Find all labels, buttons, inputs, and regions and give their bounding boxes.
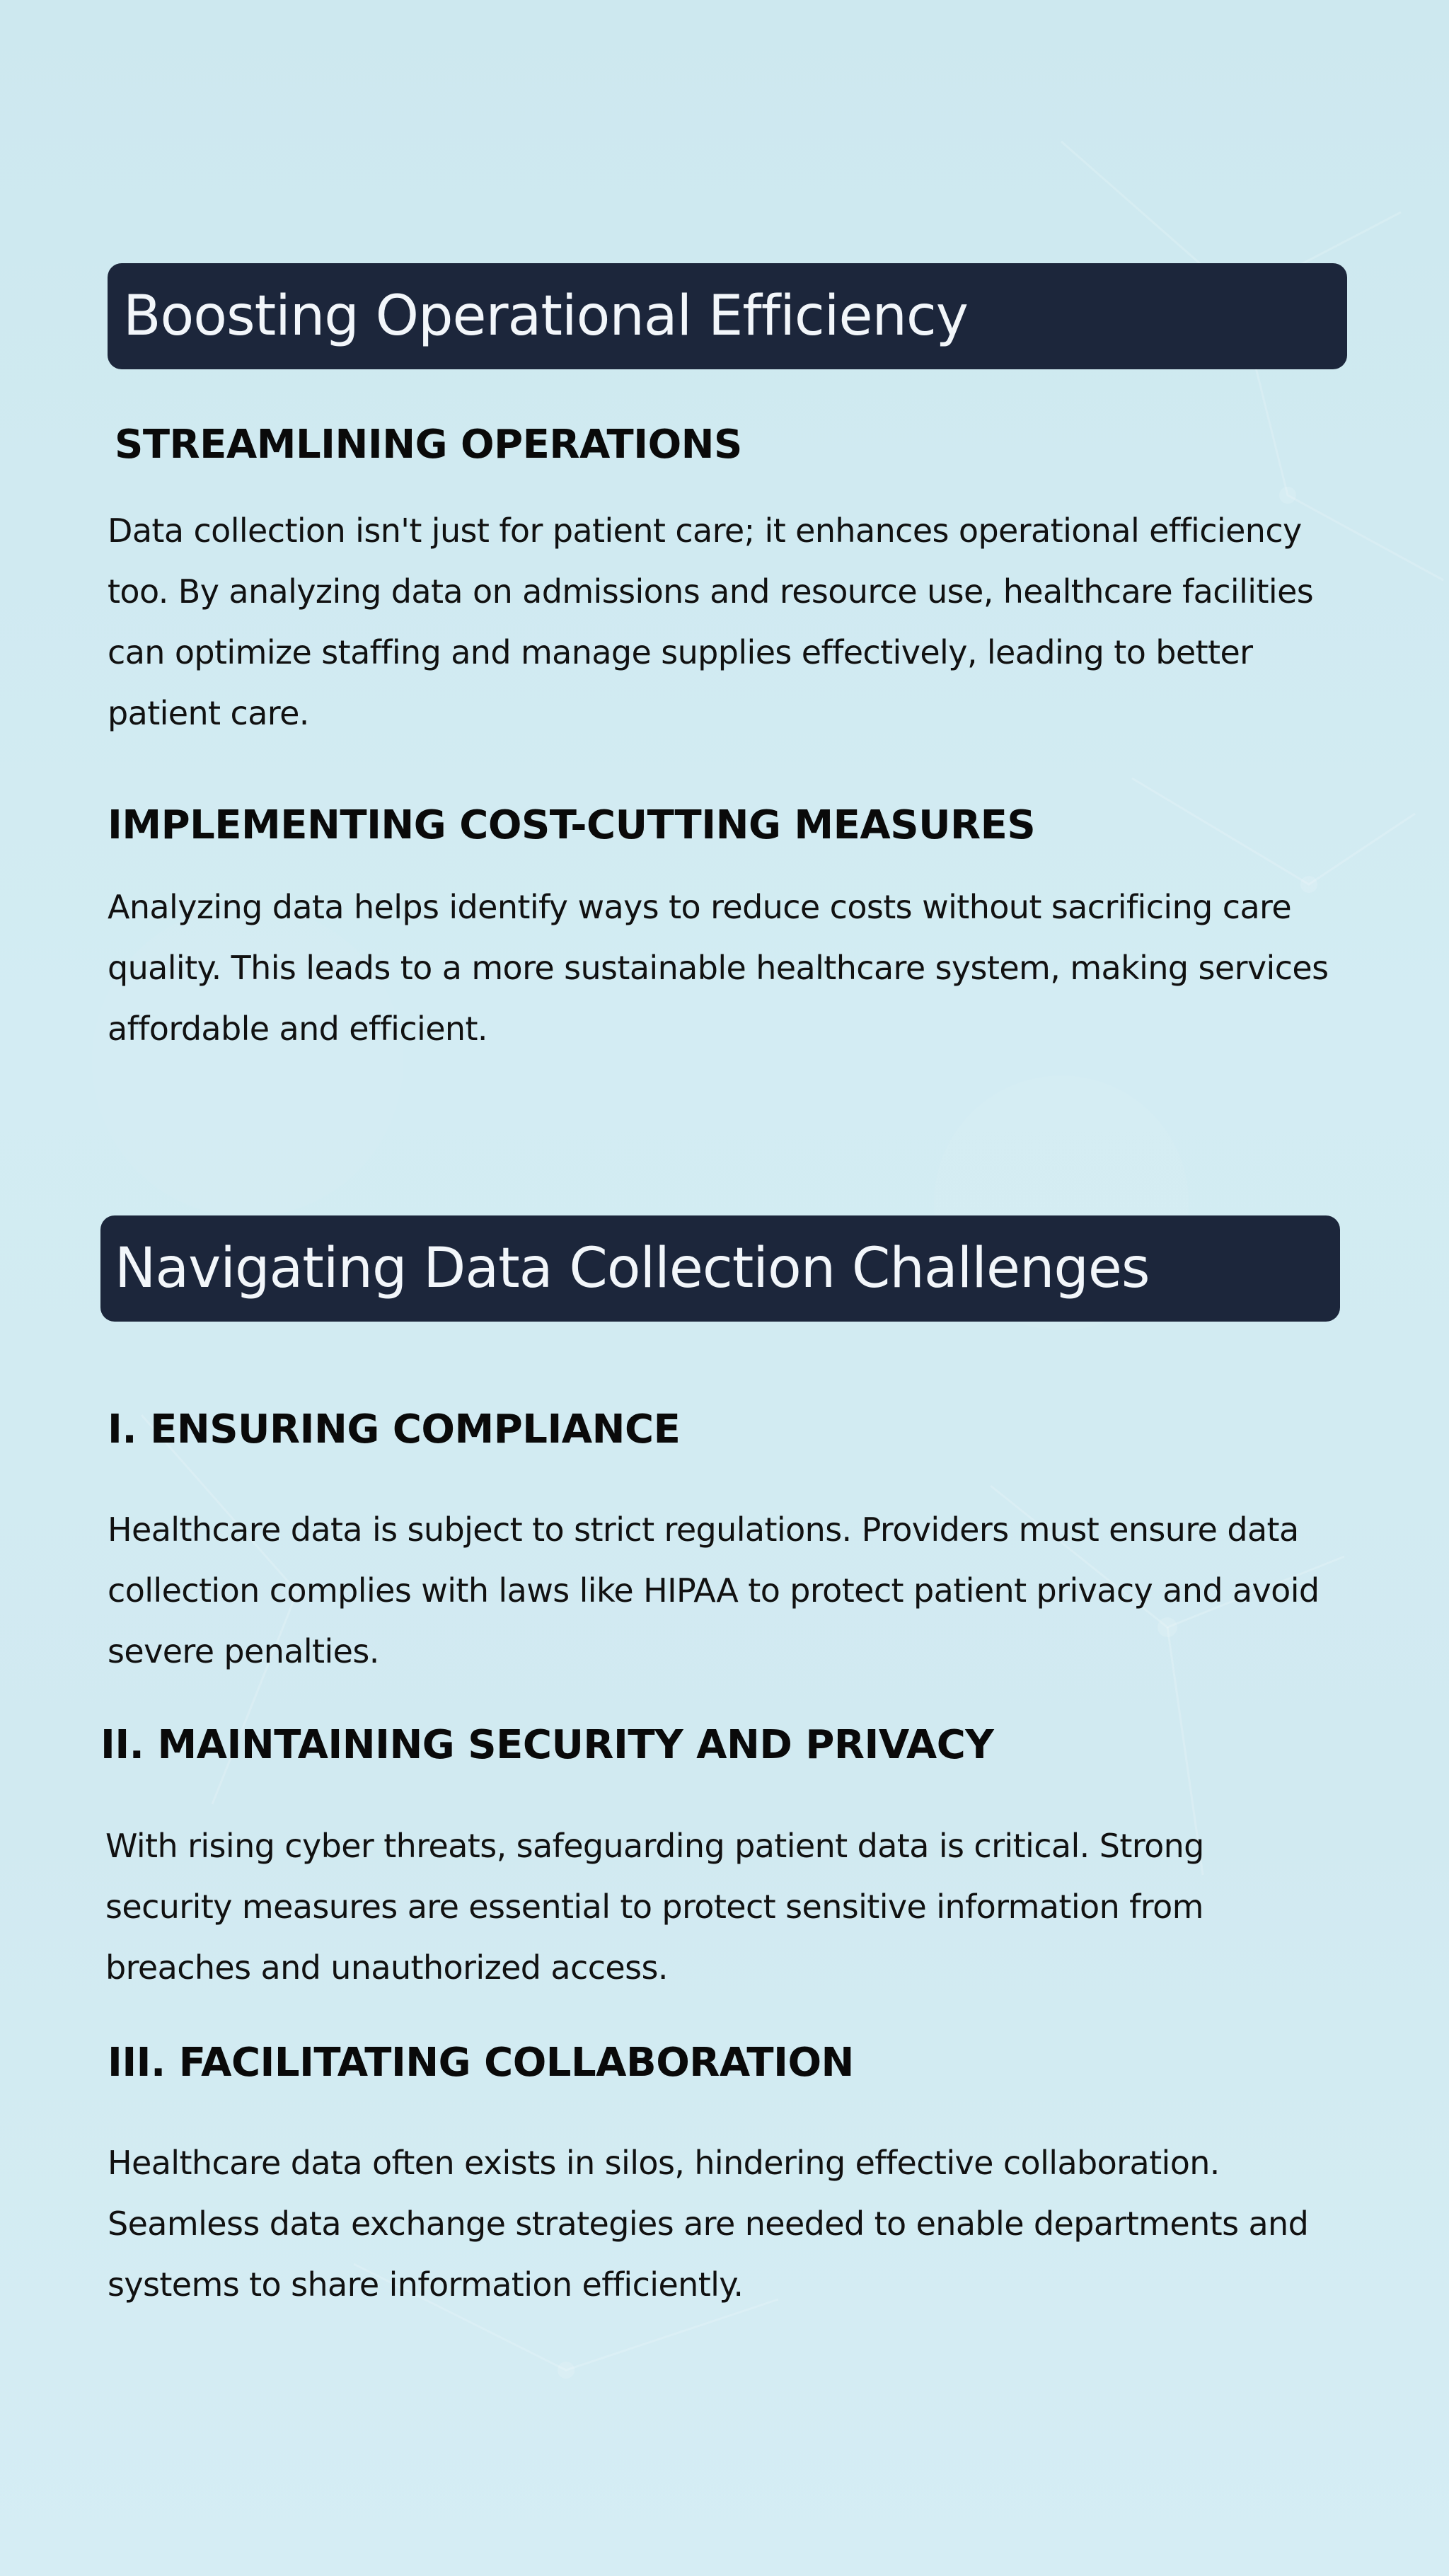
paragraph-ensuring-compliance: Healthcare data is subject to strict regulations. Providers must ensure data collection complies with laws like HIPAA to protect patient privacy and avoid severe penalties. (108, 1511, 1320, 1670)
heading-streamlining-operations: STREAMLINING OPERATIONS (115, 422, 742, 468)
section-title: Boosting Operational Efficiency (123, 284, 968, 348)
paragraph-facilitating-collaboration: Healthcare data often exists in silos, hindering effective collaboration. Seamless data exchange strategies are needed to enable departments and systems to share information efficiently. (108, 2144, 1309, 2304)
paragraph-security-privacy: With rising cyber threats, safeguarding patient data is critical. Strong security measures are essential to protect sensitive information from breaches and unauthorized access. (105, 1827, 1204, 1987)
section-title: Navigating Data Collection Challenges (115, 1237, 1150, 1300)
section-banner-operational-efficiency (108, 263, 1347, 369)
heading-security-privacy: II. MAINTAINING SECURITY AND PRIVACY (100, 1722, 994, 1768)
paragraph-streamlining-operations: Data collection isn't just for patient care; it enhances operational efficiency too. By analyzing data on admissions and resource use, healthcare facilities can optimize staffing and manage supplies effectively, leading to better patient care. (108, 512, 1314, 732)
section-banner-data-collection-challenges (100, 1215, 1340, 1322)
heading-cost-cutting-measures: IMPLEMENTING COST-CUTTING MEASURES (108, 802, 1036, 848)
heading-ensuring-compliance: I. ENSURING COMPLIANCE (108, 1407, 681, 1452)
paragraph-cost-cutting-measures: Analyzing data helps identify ways to reduce costs without sacrificing care quality. This leads to a more sustainable healthcare system, making services affordable and efficient. (108, 888, 1329, 1048)
heading-facilitating-collaboration: III. FACILITATING COLLABORATION (108, 2040, 854, 2086)
